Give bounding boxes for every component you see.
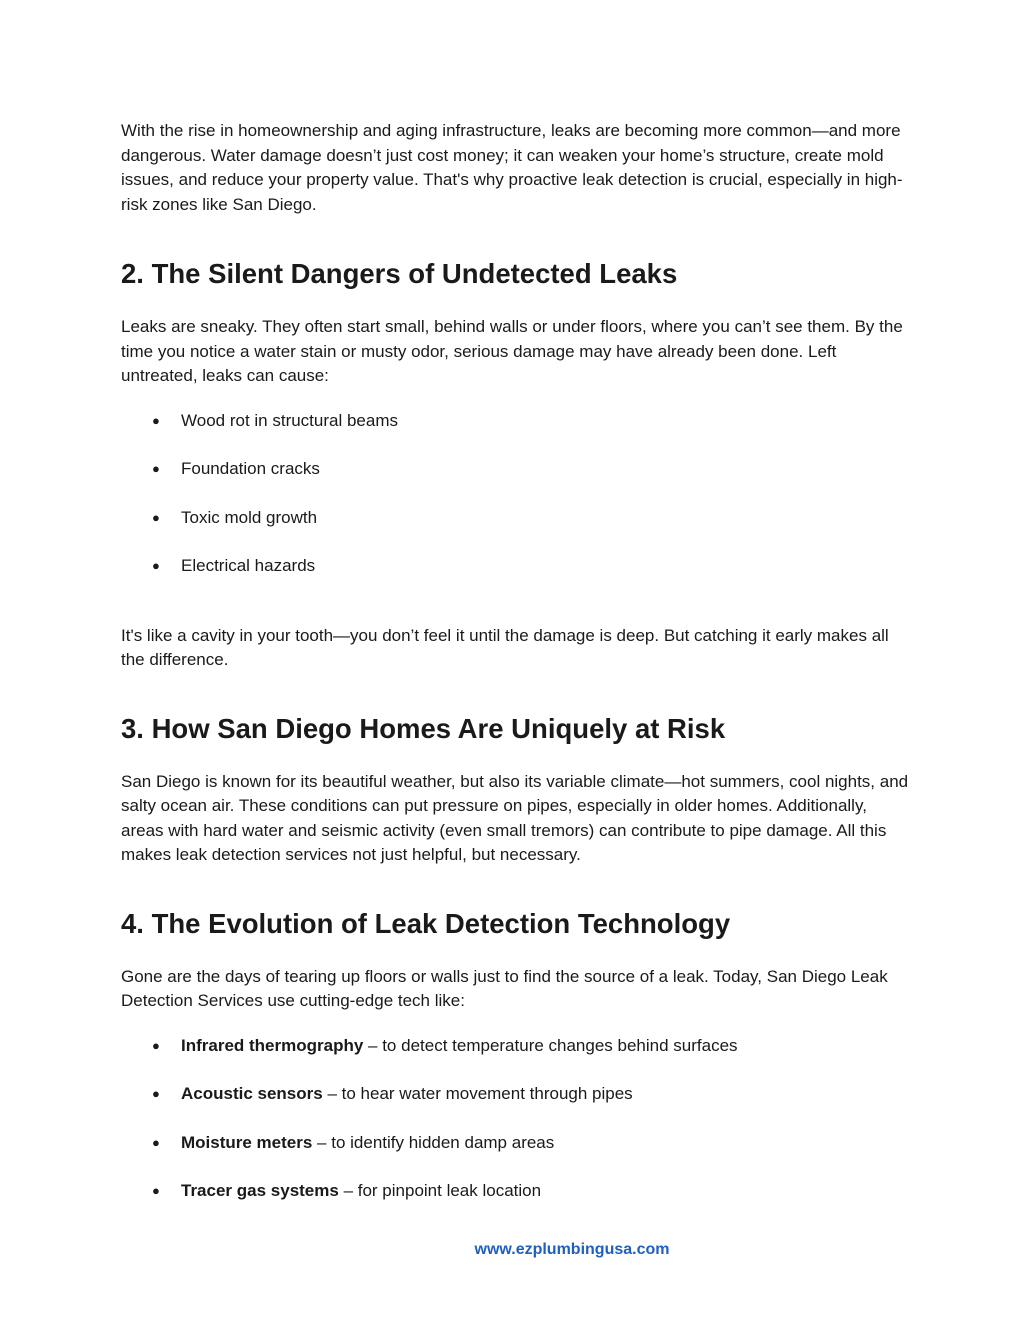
list-item [121,457,911,482]
section-2-closing: It's like a cavity in your tooth—you don’t feel it until the damage is deep. But catching it early makes all the difference. [121,625,889,669]
technology-description: – for pinpoint leak location [338,1181,542,1200]
list-item-text: Foundation cracks [181,459,320,478]
bullet-icon: ● [152,558,160,573]
bullet-icon: ● [152,412,160,428]
bullet-icon: ● [152,1183,160,1198]
footer-website-link[interactable]: www.ezplumbingusa.com [474,1241,670,1258]
section-3-paragraph: San Diego is known for its beautiful weather, but also its variable climate—hot summers, cool nights, and salty ocean air. These conditions can put pressure on pipes, especially in older homes. Additionally, areas with hard water and seismic activity (even small tremors) can contribute to pipe damage. All this makes leak detection services not just helpful, but necessary. [121,771,909,864]
list-item [121,554,911,579]
section-4-heading: 4. The Evolution of Leak Detection Technology [121,907,731,939]
bullet-icon: ● [152,509,160,525]
technology-term: Acoustic sensors [181,1084,323,1103]
list-item [121,506,911,531]
bullet-icon: ● [152,1134,160,1150]
list-item [121,1131,911,1156]
section-2-heading: 2. The Silent Dangers of Undetected Leaks [121,258,678,289]
section-3-heading: 3. How San Diego Homes Are Uniquely at Risk [121,712,726,744]
bullet-icon: ● [152,1037,160,1053]
section-4-paragraph: Gone are the days of tearing up floors or walls just to find the source of a leak. Today, San Diego Leak Detection Services use cutting-edge tech like: [121,966,888,1010]
list-item [121,409,911,434]
technology-term: Moisture meters [181,1132,313,1152]
list-item [121,1034,911,1059]
list-item-text: Wood rot in structural beams [181,410,398,430]
section-2-paragraph: Leaks are sneaky. They often start small, behind walls or under floors, where you can’t see them. By the time you notice a water stain or musty odor, serious damage may have already been done. Left untreated, leaks can cause: [121,317,903,385]
technology-term: Infrared thermography [181,1035,364,1055]
document-page [121,119,911,1204]
bullet-icon: ● [152,1086,160,1101]
list-item [121,1082,911,1107]
technology-description: – to hear water movement through pipes [322,1084,633,1103]
list-item [121,1179,911,1204]
technology-term: Tracer gas systems [181,1181,339,1200]
bullet-icon: ● [152,461,160,476]
damage-list [121,409,911,579]
list-item-text: Toxic mold growth [181,507,318,527]
list-item-text: Electrical hazards [181,556,316,575]
technology-list [121,1034,911,1204]
technology-description: – to detect temperature changes behind surfaces [363,1035,738,1055]
intro-paragraph: With the rise in homeownership and aging infrastructure, leaks are becoming more common—and more dangerous. Water damage doesn’t just cost money; it can weaken your home’s structure, create mold issues, and reduce your property value. That's why proactive leak detection is crucial, especially in high-risk zones like San Diego. [121,121,903,214]
technology-description: – to identify hidden damp areas [312,1132,555,1152]
